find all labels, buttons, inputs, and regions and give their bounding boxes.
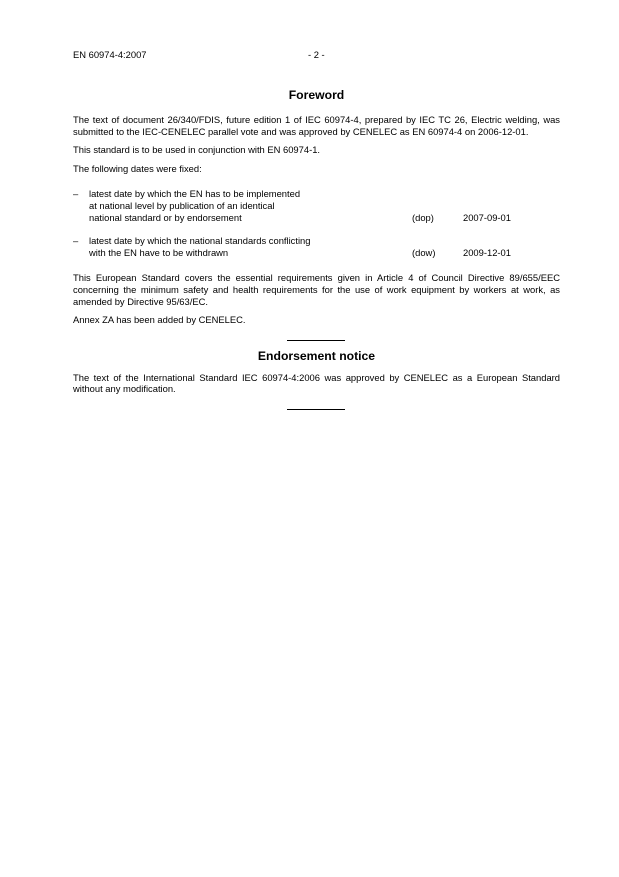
section-separator (287, 409, 345, 410)
page-number: - 2 - (308, 49, 325, 60)
list-bullet: – (73, 188, 79, 200)
date-item-text-line: with the EN have to be withdrawn (89, 246, 229, 258)
list-bullet: – (73, 235, 79, 247)
foreword-paragraph-1: The text of document 26/340/FDIS, future edition 1 of IEC 60974-4, prepared by IEC TC 26, Electric welding, was submitted to the IEC-CENELEC parallel vote and was approved by CENELEC as EN 60974-4 on 2006-12-01. (73, 114, 560, 137)
section-separator (287, 340, 345, 341)
endorsement-paragraph: The text of the International Standard IEC 60974-4:2006 was approved by CENELEC as a European Standard without any modification. (73, 371, 560, 395)
date-item-dow (73, 235, 560, 258)
date-item-text-line-last (89, 247, 560, 259)
date-abbreviation: (dow) (412, 246, 436, 258)
date-item-text-line: latest date by which the EN has to be implemented (89, 188, 301, 200)
date-abbreviation: (dop) (412, 211, 434, 223)
endorsement-heading: Endorsement notice (257, 348, 376, 363)
date-value: 2007-09-01 (463, 211, 511, 223)
date-item-text-line: at national level by publication of an identical (89, 199, 275, 211)
date-item-text-line-last (89, 212, 560, 224)
date-item-text-line: latest date by which the national standards conflicting (89, 235, 311, 247)
foreword-paragraph-2: This standard is to be used in conjunction with EN 60974-1. (73, 144, 321, 156)
foreword-paragraph-3: The following dates were fixed: (73, 162, 202, 174)
date-value: 2009-12-01 (463, 246, 511, 258)
page-content (73, 86, 560, 410)
foreword-paragraph-5: Annex ZA has been added by CENELEC. (73, 314, 246, 326)
document-id: EN 60974-4:2007 (73, 49, 147, 60)
page-header (73, 48, 560, 62)
foreword-paragraph-4: This European Standard covers the essential requirements given in Article 4 of Council Directive 89/655/EEC concerning the minimum safety and health requirements for the use of work equipment by workers at work, as amended by Directive 95/63/EC. (73, 272, 560, 307)
date-item-dop (73, 188, 560, 223)
date-item-text-line: national standard or by endorsement (89, 211, 242, 223)
foreword-heading: Foreword (288, 88, 345, 102)
